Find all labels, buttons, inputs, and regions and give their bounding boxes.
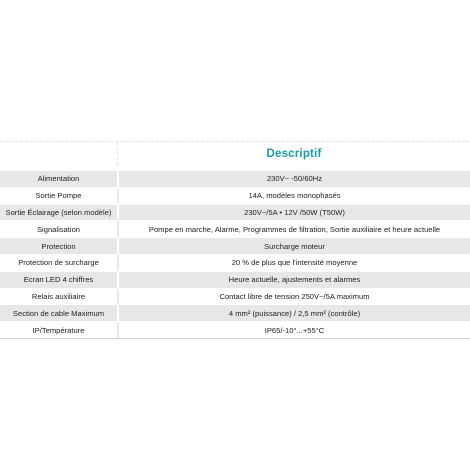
row-label: Section de cable Maximum xyxy=(0,305,119,321)
table-row xyxy=(0,288,470,305)
row-label: Alimentation xyxy=(0,171,119,187)
table-row xyxy=(0,321,470,339)
row-value: 230V~ -50/60Hz xyxy=(119,171,470,187)
table-row xyxy=(0,271,470,288)
row-label: Sortie Pompe xyxy=(0,188,119,204)
table-row xyxy=(0,204,470,221)
table-row xyxy=(0,220,470,237)
table-row xyxy=(0,254,470,271)
row-label: Relais auxiliaire xyxy=(0,289,119,305)
table-title: Descriptif xyxy=(117,142,470,165)
row-value: 20 % de plus que l'intensité moyenne xyxy=(119,255,470,271)
row-label: Protection xyxy=(0,238,119,254)
table-row xyxy=(0,237,470,254)
row-value: Heure actuelle, ajustements et alarmes xyxy=(119,272,470,288)
row-value: IP65/-10°...+55°C xyxy=(119,322,470,338)
table-row xyxy=(0,170,470,187)
row-label: IP/Température xyxy=(0,322,119,338)
row-value: Surcharge moteur xyxy=(119,238,470,254)
row-value: Pompe en marche, Alarme, Programmes de filtration, Sortie auxiliaire et heure actuelle xyxy=(119,221,470,237)
row-label: Signalisation xyxy=(0,221,119,237)
row-value: 4 mm² (puissance) / 2,5 mm² (contrôle) xyxy=(119,305,470,321)
table-header xyxy=(0,141,470,165)
table-row xyxy=(0,187,470,204)
row-value: Contact libre de tension 250V~/5A maximum xyxy=(119,289,470,305)
row-label: Sortie Éclairage (selon modèle) xyxy=(0,205,119,221)
row-label: Ecran LED 4 chiffres xyxy=(0,272,119,288)
row-label: Protection de surcharge xyxy=(0,255,119,271)
row-value: 230V~/5A • 12V /50W (T50W) xyxy=(119,205,470,221)
table-row xyxy=(0,304,470,321)
spec-table xyxy=(0,141,470,339)
row-value: 14A, modèles monophasés xyxy=(119,188,470,204)
